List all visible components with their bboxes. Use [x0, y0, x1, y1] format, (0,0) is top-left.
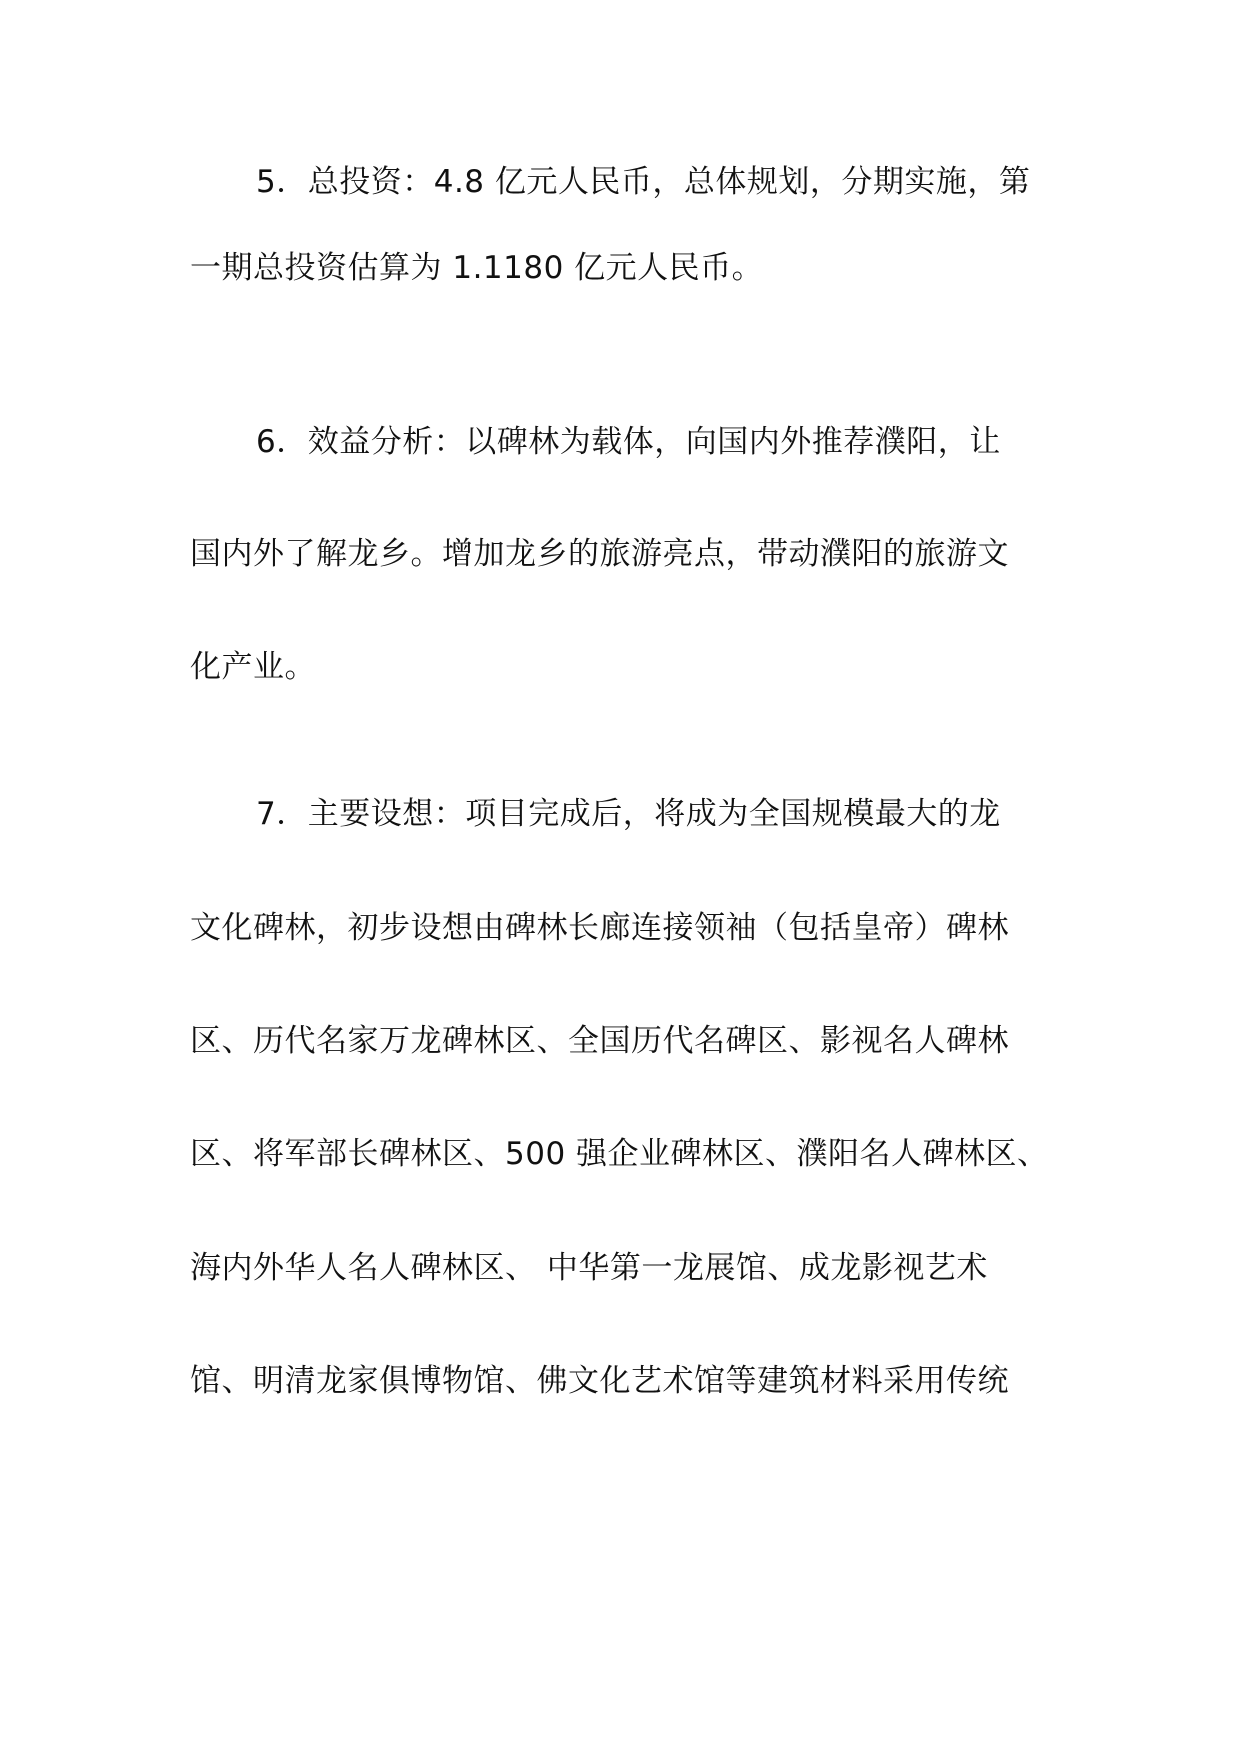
paragraph-6-line-2: 国内外了解龙乡。增加龙乡的旅游亮点，带动濮阳的旅游文	[190, 536, 1009, 572]
paragraph-7-line-1: 7．主要设想：项目完成后，将成为全国规模最大的龙	[256, 796, 1001, 832]
paragraph-7-line-6: 馆、明清龙家俱博物馆、佛文化艺术馆等建筑材料采用传统	[190, 1363, 1009, 1399]
paragraph-7-line-5: 海内外华人名人碑林区、 中华第一龙展馆、成龙影视艺术	[190, 1250, 988, 1286]
paragraph-7-line-2: 文化碑林，初步设想由碑林长廊连接领袖（包括皇帝）碑林	[190, 910, 1009, 946]
paragraph-7-line-4: 区、将军部长碑林区、500 强企业碑林区、濮阳名人碑林区、	[190, 1136, 1049, 1172]
paragraph-6-line-3: 化产业。	[190, 649, 316, 685]
paragraph-6-line-1: 6．效益分析：以碑林为载体，向国内外推荐濮阳，让	[256, 424, 1001, 460]
paragraph-7-line-3: 区、历代名家万龙碑林区、全国历代名碑区、影视名人碑林	[190, 1023, 1009, 1059]
paragraph-5-line-1: 5．总投资：4.8 亿元人民币，总体规划，分期实施，第	[256, 164, 1031, 200]
paragraph-5-line-2: 一期总投资估算为 1.1180 亿元人民币。	[190, 250, 764, 286]
